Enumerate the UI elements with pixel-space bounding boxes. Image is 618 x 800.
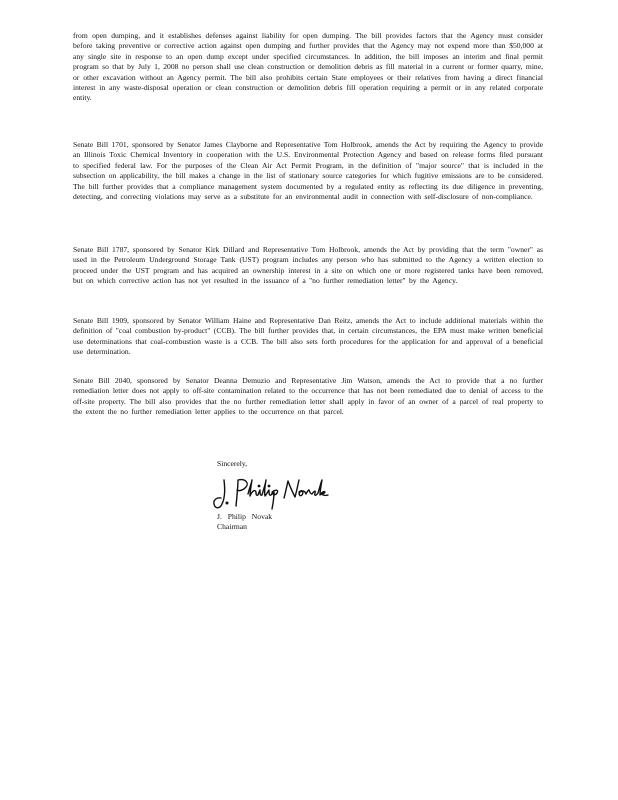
paragraph-senate-bill-2040 xyxy=(73,376,543,418)
paragraph-open-dumping xyxy=(73,31,543,104)
paragraph-senate-bill-1787 xyxy=(73,245,543,287)
signer-name: J. Philip Novak xyxy=(217,512,273,521)
paragraph-text: from open dumping, and it establishes defenses against liability for open dumping. The bill provides factors that the Agency must consider before taking preventive or corrective action against open dumping and further provides that the Agency may not expend more than $50,000 at any single site in response to an open dump except under specified circumstances. In addition, the bill imposes an interim and final permit program so that by July 1, 2008 no person shall use clean construction or demolition debris as fill material in a current or former quarry, mine, or other excavation without an Agency permit. The bill also prohibits certain State employees or their relatives from having a direct financial interest in any waste-disposal operation or clean construction or demolition debris fill operation requiring a permit or in any related corporate entity. xyxy=(73,31,543,103)
paragraph-text: Senate Bill 1701, sponsored by Senator James Clayborne and Representative Tom Holbrook, amends the Act by requiring the Agency to provide an Illinois Toxic Chemical Inventory in cooperation with the U.S. Environmental Protection Agency and based on release forms filed pursuant to specified federal law. For the purposes of the Clean Air Act Permit Program, in the definition of "major source" that is included in the subsection on applicability, the bill makes a change in the list of stationary source categories for which fugitive emissions are to be considered. The bill further provides that a compliance management system documented by a regulated entity as reflecting its due diligence in preventing, detecting, and correcting violations may serve as a substitute for an environmental audit in connection with self-disclosure of non-compliance. xyxy=(73,140,543,202)
paragraph-senate-bill-1701 xyxy=(73,140,543,202)
closing-salutation: Sincerely, xyxy=(217,459,248,468)
paragraph-senate-bill-1909 xyxy=(73,316,543,358)
paragraph-text: Senate Bill 2040, sponsored by Senator Deanna Demuzio and Representative Jim Watson, amends the Act to provide that a no further remediation letter does not apply to off-site contamination related to the occurrence that has not been remediated due to denial of access to the off-site property. The bill also provides that the no further remediation letter shall apply in favor of an owner of a parcel of real property to the extent the no further remediation letter applies to the occurrence on that parcel. xyxy=(73,376,543,417)
paragraph-text: Senate Bill 1909, sponsored by Senator William Haine and Representative Dan Reitz, amends the Act to include additional materials within the definition of "coal combustion by-product" (CCB). The bill further provides that, in certain circumstances, the EPA must make written beneficial use determinations that coal-combustion waste is a CCB. The bill also sets forth procedures for the application for and approval of a beneficial use determination. xyxy=(73,316,543,357)
signer-title: Chairman xyxy=(217,522,247,531)
signature-icon xyxy=(212,476,330,512)
paragraph-text: Senate Bill 1787, sponsored by Senator Kirk Dillard and Representative Tom Holbrook, amends the Act by providing that the term "owner" as used in the Petroleum Underground Storage Tank (UST) program includes any person who has submitted to the Agency a written election to proceed under the UST program and has acquired an ownership interest in a site on which one or more registered tanks have been removed, but on which corrective action has not yet resulted in the issuance of a "no further remediation letter" by the Agency. xyxy=(73,245,543,286)
